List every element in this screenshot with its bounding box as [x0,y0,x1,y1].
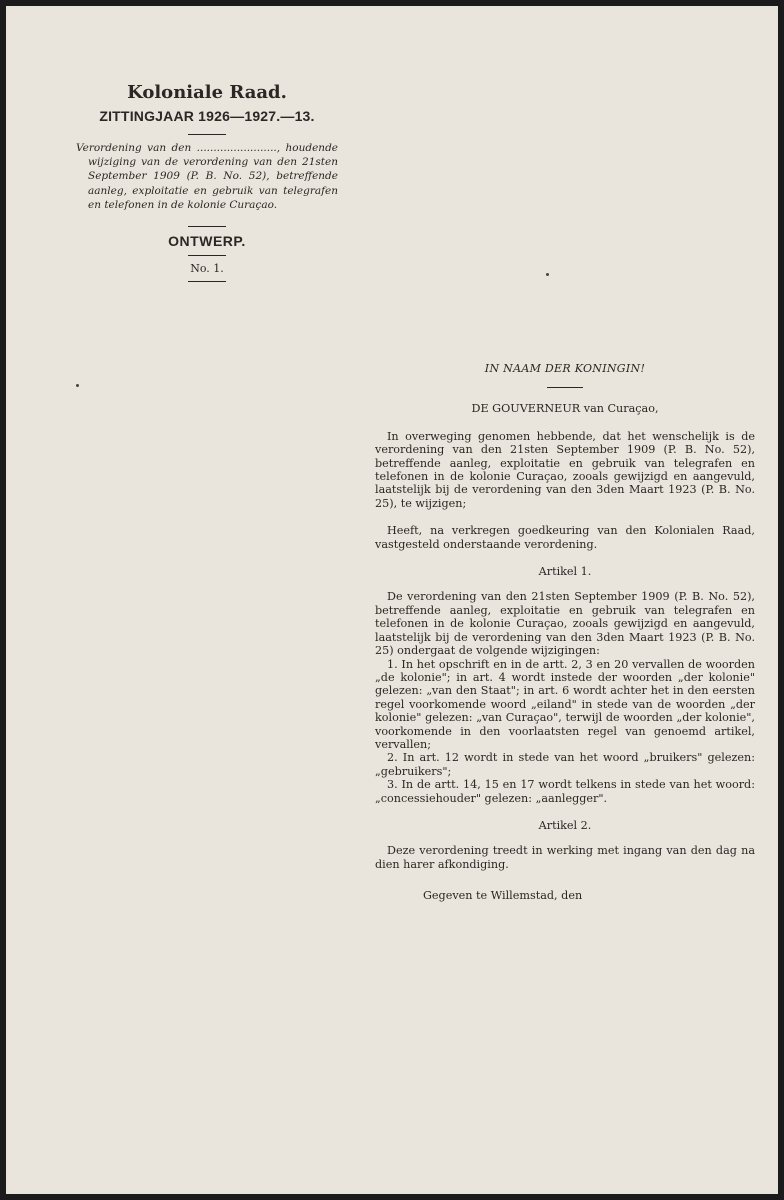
stray-mark [546,273,549,276]
document-page [6,6,778,1194]
stray-mark [76,384,79,387]
session-year: ZITTINGJAAR 1926—1927.—13. [99,108,315,124]
governor-line: DE GOUVERNEUR van Curaçao, [471,402,659,416]
ordinance-intro [76,141,338,212]
divider [188,281,226,282]
divider [188,226,226,227]
divider [188,255,226,256]
article-1-intro: De verordening van den 21sten September 1909 (P. B. No. 52), betreffende aanleg, exploitatie en gebruik van telegrafen en telefonen in de kolonie Curaçao, zooals gewijzigd en aangevuld, laatstelijk bij de verordening van den 3den Maart 1923 (P. B. No. 25) ondergaat de volgende wijzigingen: [375,590,755,658]
enactment-paragraph: Heeft, na verkregen goedkeuring van den Kolonialen Raad, vastgesteld onderstaande verordening. [375,524,755,551]
preamble-paragraph: In overweging genomen hebbende, dat het wenschelijk is de verordening van den 21sten September 1909 (P. B. No. 52), betreffende aanleg, exploitatie en gebruik van telegrafen en telefonen in de kolonie Curaçao, zooals gewijzigd en aangevuld, laatstelijk bij de verordening van den 3den Maart 1923 (P. B. No. 25), te wijzigen; [375,429,755,510]
draft-number: No. 1. [190,262,224,276]
closing-line: Gegeven te Willemstad, den [423,889,583,903]
article-1-item: 1. In het opschrift en in de artt. 2, 3 en 20 vervallen de woorden „de kolonie"; in art. 4 wordt instede der woorden „der kolonie" gelezen: „van den Staat"; in art. 6 wordt achter het in den eersten regel voorkomende woord „eiland" in stede van de woorden „der kolonie" gelezen: „van Curaçao", terwijl de woorden „der kolonie", voorkomende in den voorlaatsten regel van genoemd artikel, vervallen; [375,657,755,751]
divider [188,134,226,135]
divider [547,387,583,388]
article-2-heading: Artikel 2. [538,818,592,832]
article-1-item: 2. In art. 12 wordt in stede van het woord „bruikers" gelezen: „gebruikers"; [375,751,755,778]
draft-label: ONTWERP. [168,233,246,250]
ordinance-body [375,362,755,903]
article-1-heading: Artikel 1. [538,565,592,579]
left-column [76,82,338,282]
article-2-text: Deze verordening treedt in werking met ingang van den dag na dien harer afkondiging. [375,844,755,871]
ordinance-intro-text: Verordening van den ........................, houdende wijziging van de verordening van den 21sten September 1909 (P. B. No. 52), betreffende aanleg, exploitatie en gebruik van telegrafen en telefonen in de kolonie Curaçao. [76,142,338,211]
invocation: IN NAAM DER KONINGIN! [484,362,646,375]
council-name: Koloniale Raad. [127,82,287,103]
article-1-item: 3. In de artt. 14, 15 en 17 wordt telkens in stede van het woord: „concessiehouder" gelezen: „aanlegger". [375,778,755,805]
